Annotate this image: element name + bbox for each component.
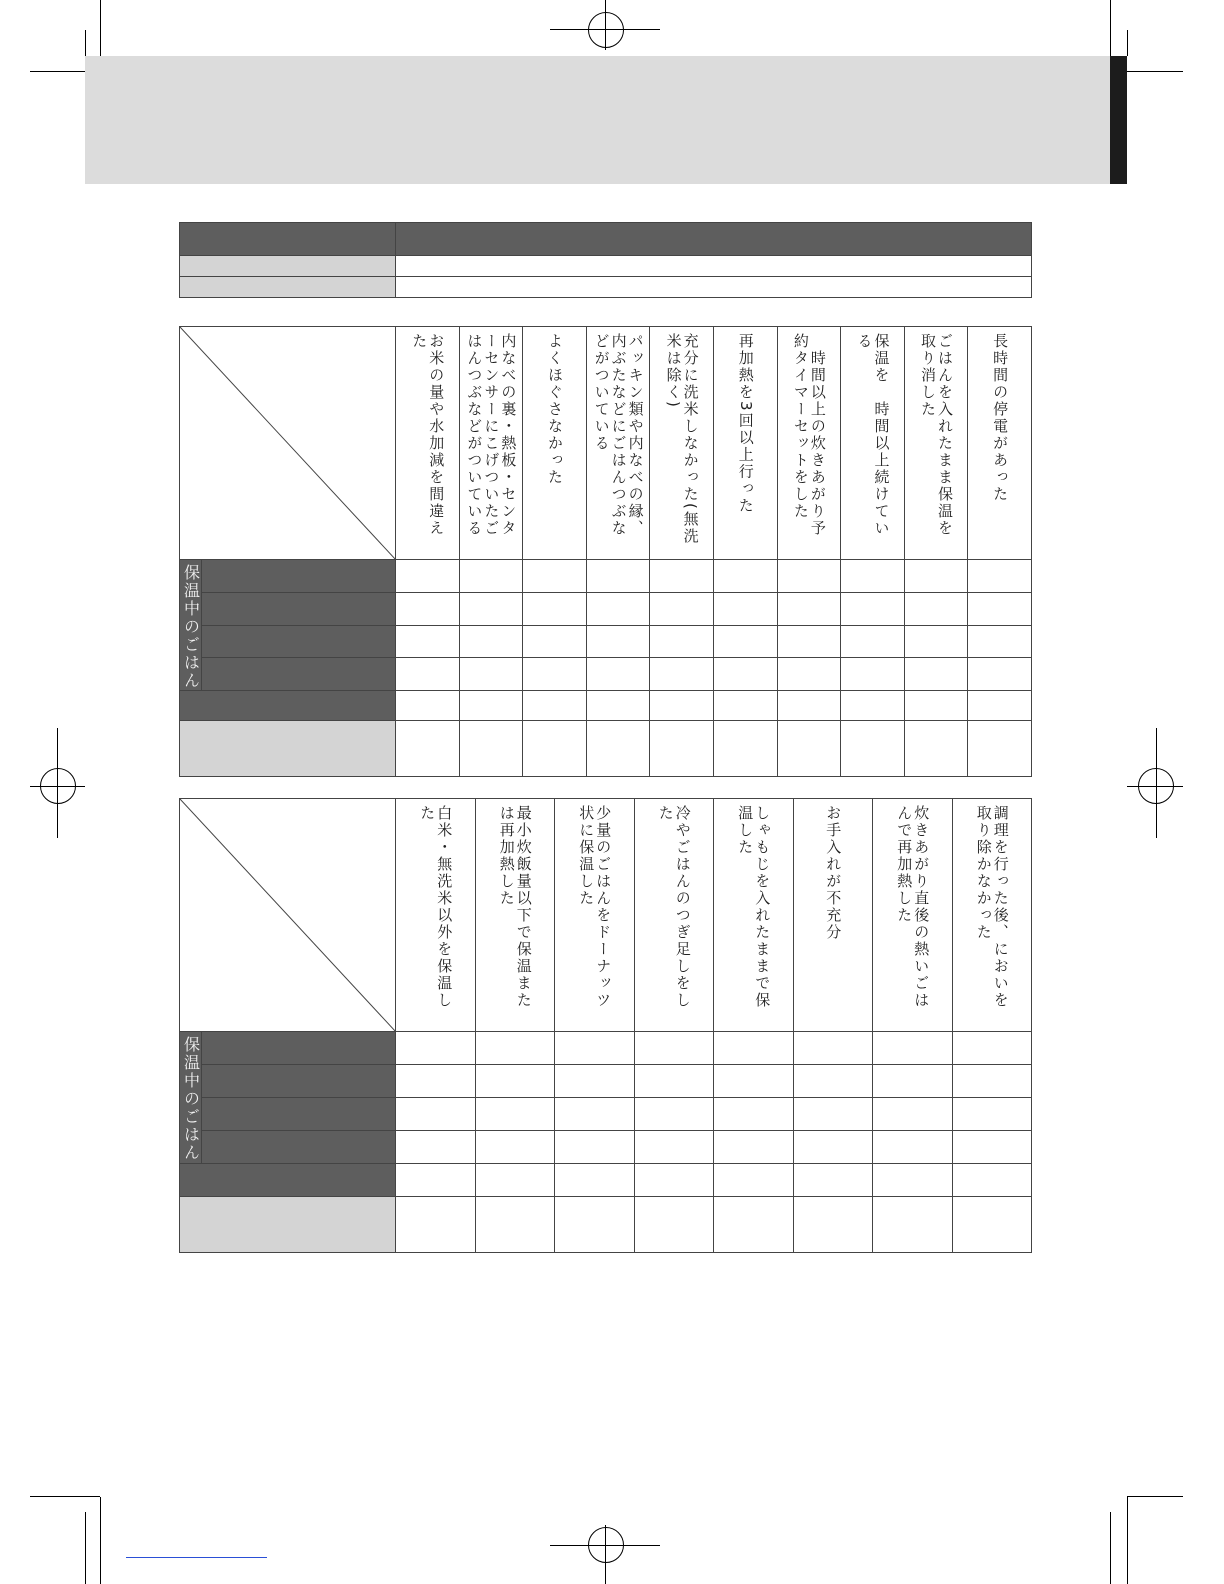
table-cell	[904, 592, 968, 625]
table-cell	[396, 560, 460, 593]
legend-header-left	[180, 223, 396, 256]
table-cell	[396, 1032, 476, 1065]
table-cell	[650, 721, 714, 777]
table-cell	[952, 1164, 1032, 1197]
table-cell	[952, 1197, 1032, 1253]
table-cell	[793, 1131, 873, 1164]
table-cell	[523, 625, 587, 658]
column-header-text: 調理を行った後、においを取り除かなかった	[974, 805, 1010, 1009]
table-cell	[523, 691, 587, 721]
table-cell	[475, 1197, 555, 1253]
crop-mark	[30, 1496, 100, 1497]
legend-value-cell	[396, 277, 1032, 298]
cause-table-2	[179, 798, 1032, 1253]
table-cell	[714, 1164, 794, 1197]
table-cell	[475, 1164, 555, 1197]
column-header	[555, 799, 635, 1032]
column-header	[713, 327, 777, 560]
table-cell	[952, 1032, 1032, 1065]
row-header	[180, 1197, 396, 1253]
column-header-text: パッキン類や内なべの縁、内ぶたなどにごはんつぶなどがついている	[592, 333, 645, 537]
table-cell	[650, 691, 714, 721]
column-header-text: 充分に洗米しなかった(無洗米は除く)	[664, 333, 700, 545]
column-header-text: ごはんを入れたまま保温を取り消した	[919, 333, 955, 537]
table-cell	[555, 1164, 635, 1197]
table-cell	[841, 721, 905, 777]
row-header	[202, 1065, 396, 1098]
table-cell	[904, 625, 968, 658]
table-cell	[714, 1098, 794, 1131]
table-cell	[793, 1098, 873, 1131]
column-header-text: お手入れが不充分	[824, 805, 843, 941]
table-cell	[713, 658, 777, 691]
column-header	[777, 327, 841, 560]
column-header-text: 時間以上の炊きあがり予約タイマーセットをした	[791, 333, 827, 537]
table-cell	[713, 721, 777, 777]
table-cell	[713, 625, 777, 658]
table-cell	[873, 1065, 953, 1098]
table-cell	[873, 1197, 953, 1253]
table-cell	[396, 1164, 476, 1197]
registration-target-icon	[588, 12, 624, 48]
row-header	[202, 560, 396, 593]
table-cell	[396, 592, 460, 625]
table-cell	[555, 1197, 635, 1253]
table-cell	[904, 560, 968, 593]
table-cell	[396, 625, 460, 658]
row-header	[202, 658, 396, 691]
table-cell	[555, 1032, 635, 1065]
diagonal-line	[180, 799, 396, 1032]
table-cell	[396, 1065, 476, 1098]
column-header-text: 炊きあがり直後の熱いごはんで再加熱した	[895, 805, 931, 1009]
column-header	[873, 799, 953, 1032]
column-header-text: 長時間の停電があった	[991, 333, 1010, 503]
table-cell	[650, 658, 714, 691]
table-cell	[777, 592, 841, 625]
crop-mark	[85, 1512, 86, 1584]
crop-mark	[1156, 728, 1157, 838]
table-cell	[586, 721, 650, 777]
table-cell	[952, 1098, 1032, 1131]
row-header	[202, 1032, 396, 1065]
table-cell	[634, 1197, 714, 1253]
table-cell	[555, 1098, 635, 1131]
column-header	[952, 799, 1032, 1032]
legend-value-cell	[396, 256, 1032, 277]
crop-mark	[605, 1525, 606, 1584]
table-cell	[793, 1065, 873, 1098]
column-header-text: 内なべの裏・熱板・センターセンサーにこげついたごはんつぶなどがついている	[465, 333, 518, 537]
table-cell	[873, 1164, 953, 1197]
table-cell	[634, 1032, 714, 1065]
table-cell	[714, 1032, 794, 1065]
table-cell	[968, 625, 1032, 658]
column-header-text: 再加熱を3回以上行った	[736, 333, 755, 515]
table-cell	[777, 560, 841, 593]
table-cell	[968, 560, 1032, 593]
page-header-band	[85, 56, 1110, 184]
legend-key-cell	[180, 256, 396, 277]
side-label-cell	[180, 1032, 202, 1164]
column-header	[650, 327, 714, 560]
table-cell	[459, 625, 523, 658]
table-cell	[968, 721, 1032, 777]
column-header	[396, 327, 460, 560]
row-header	[202, 1098, 396, 1131]
column-header	[634, 799, 714, 1032]
column-header-text: 保温を 時間以上続けている	[855, 333, 891, 537]
table-cell	[777, 625, 841, 658]
table-cell	[634, 1131, 714, 1164]
table-cell	[459, 658, 523, 691]
column-header	[714, 799, 794, 1032]
column-header-text: 最小炊飯量以下で保温または再加熱した	[497, 805, 533, 1009]
diagonal-line	[180, 327, 396, 560]
table-cell	[634, 1065, 714, 1098]
legend-key-cell	[180, 277, 396, 298]
table-cell	[904, 721, 968, 777]
table-cell	[952, 1131, 1032, 1164]
legend-table	[179, 222, 1032, 298]
table-cell	[841, 592, 905, 625]
table-cell	[396, 721, 460, 777]
row-header	[202, 592, 396, 625]
table-cell	[523, 560, 587, 593]
table-cell	[841, 560, 905, 593]
table-cell	[586, 691, 650, 721]
table-cell	[634, 1098, 714, 1131]
table-cell	[793, 1032, 873, 1065]
crop-mark	[1127, 30, 1128, 56]
table-cell	[714, 1131, 794, 1164]
table-cell	[714, 1065, 794, 1098]
table-cell	[523, 658, 587, 691]
crop-mark	[1127, 786, 1183, 787]
table-cell	[713, 560, 777, 593]
table-cell	[459, 560, 523, 593]
column-header-text: お米の量や水加減を間違えた	[410, 333, 446, 537]
cause-table-1	[179, 326, 1032, 777]
column-header	[523, 327, 587, 560]
column-header-text: 少量のごはんをドーナッツ状に保温した	[577, 805, 613, 1009]
table-cell	[777, 691, 841, 721]
table-cell	[777, 721, 841, 777]
table-cell	[555, 1065, 635, 1098]
table-cell	[459, 592, 523, 625]
crop-mark	[1110, 0, 1111, 56]
column-header	[459, 327, 523, 560]
side-label-cell	[180, 560, 202, 691]
row-header	[180, 1164, 396, 1197]
crop-mark	[85, 30, 86, 56]
table-cell	[523, 721, 587, 777]
row-header	[202, 1131, 396, 1164]
table-cell	[396, 1197, 476, 1253]
column-header-text: 白米・無洗米以外を保温した	[418, 805, 454, 1009]
table-cell	[714, 1197, 794, 1253]
underline-link[interactable]	[126, 1557, 267, 1558]
column-header-text: しゃもじを入れたままで保温した	[736, 805, 772, 1009]
column-header	[475, 799, 555, 1032]
crop-mark	[1127, 1496, 1183, 1497]
table-cell	[873, 1131, 953, 1164]
row-header	[202, 625, 396, 658]
table-cell	[968, 658, 1032, 691]
table-cell	[555, 1131, 635, 1164]
table-cell	[586, 560, 650, 593]
table-cell	[777, 658, 841, 691]
side-label: 保温中のごはん	[181, 1036, 201, 1162]
table-cell	[459, 721, 523, 777]
table-cell	[968, 592, 1032, 625]
column-header-text: 冷やごはんのつぎ足しをした	[656, 805, 692, 1009]
table-cell	[396, 658, 460, 691]
table-cell	[841, 691, 905, 721]
table-cell	[904, 658, 968, 691]
table-cell	[396, 1098, 476, 1131]
table-cell	[586, 592, 650, 625]
crop-mark	[1110, 1512, 1111, 1584]
table-cell	[634, 1164, 714, 1197]
table-cell	[793, 1164, 873, 1197]
table-cell	[475, 1065, 555, 1098]
side-label: 保温中のごはん	[181, 564, 201, 690]
crop-mark	[1127, 71, 1183, 72]
table-cell	[793, 1197, 873, 1253]
table-cell	[396, 691, 460, 721]
column-header	[793, 799, 873, 1032]
table-cell	[841, 625, 905, 658]
column-header	[841, 327, 905, 560]
table-cell	[586, 658, 650, 691]
table-cell	[523, 592, 587, 625]
table-cell	[713, 691, 777, 721]
table-cell	[396, 1131, 476, 1164]
table-cell	[650, 625, 714, 658]
table-cell	[713, 592, 777, 625]
column-header	[904, 327, 968, 560]
row-header	[180, 721, 396, 777]
table-cell	[873, 1032, 953, 1065]
crop-mark	[30, 786, 85, 787]
table-cell	[841, 658, 905, 691]
table-cell	[475, 1032, 555, 1065]
table-cell	[586, 625, 650, 658]
crop-mark	[100, 1497, 101, 1584]
crop-mark	[57, 728, 58, 838]
crop-mark	[1127, 1497, 1128, 1584]
column-header	[396, 799, 476, 1032]
table-cell	[968, 691, 1032, 721]
crop-mark	[605, 0, 606, 50]
table-cell	[952, 1065, 1032, 1098]
legend-header-right	[396, 223, 1032, 256]
table-cell	[475, 1098, 555, 1131]
table-cell	[475, 1131, 555, 1164]
column-header-text: よくほぐさなかった	[545, 333, 564, 486]
edge-index-tab	[1110, 56, 1127, 184]
diagonal-header-cell	[180, 799, 396, 1032]
column-header	[586, 327, 650, 560]
table-cell	[873, 1098, 953, 1131]
table-cell	[904, 691, 968, 721]
diagonal-header-cell	[180, 327, 396, 560]
table-cell	[459, 691, 523, 721]
table-cell	[650, 560, 714, 593]
table-cell	[650, 592, 714, 625]
row-header	[180, 691, 396, 721]
column-header	[968, 327, 1032, 560]
